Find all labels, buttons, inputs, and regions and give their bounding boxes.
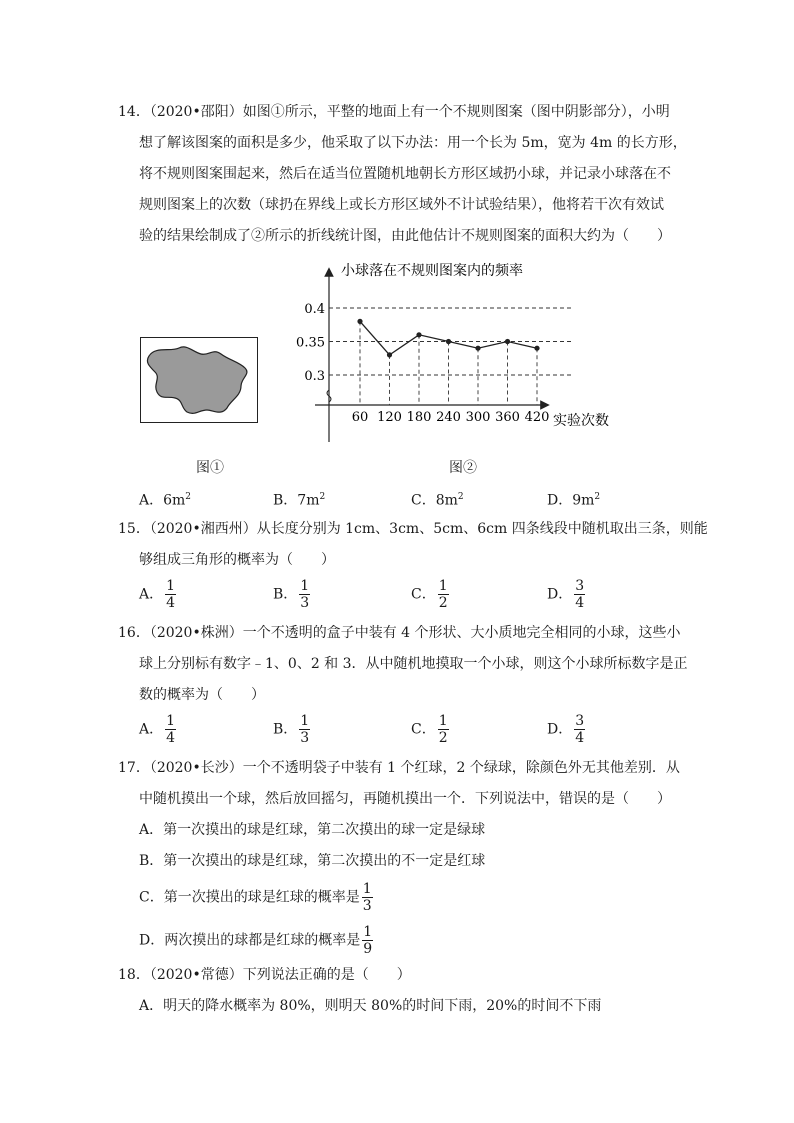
q15-option-d-label: D． [547, 586, 573, 603]
q15-d-num: 3 [575, 578, 585, 594]
q17-c-den: 3 [362, 898, 372, 914]
chart-title: 小球落在不规则图案内的频率 [341, 263, 523, 279]
irregular-shape [141, 338, 256, 421]
q14-option-c-sup: 2 [457, 492, 464, 502]
q16-a-den: 4 [166, 730, 176, 746]
q15-a-den: 4 [166, 595, 176, 611]
q16-b-num: 1 [300, 713, 310, 729]
q15-option-b[interactable] [273, 578, 310, 611]
q16-option-a[interactable] [139, 713, 176, 746]
y-tick-label-2: 0.4 [304, 302, 325, 317]
q16-line-3: 数的概率为（ ） [139, 687, 265, 703]
q14-option-d[interactable] [547, 487, 600, 511]
q16-option-d-fraction [574, 713, 585, 746]
data-point-5 [505, 339, 510, 344]
q16-option-a-label: A． [139, 721, 164, 738]
q17-line-2: 中随机摸出一个球，然后放回摇匀，再随机摸出一个．下列说法中，错误的是（ ） [139, 791, 671, 807]
x-axis-label: 实验次数 [553, 413, 609, 429]
q17-option-c-fraction [362, 881, 373, 914]
q15-line-2: 够组成三角形的概率为（ ） [139, 552, 335, 568]
q18-option-a[interactable]: A．明天的降水概率为 80%，则明天 80%的时间下雨，20%的时间不下雨 [139, 998, 602, 1014]
q16-option-b-fraction [299, 713, 310, 746]
q16-option-b-label: B． [273, 721, 298, 738]
q18-line-1: 18．（2020•常德）下列说法正确的是（ ） [118, 967, 411, 983]
q17-option-b[interactable]: B．第一次摸出的球是红球，第二次摸出的不一定是红球 [139, 853, 486, 869]
q15-b-num: 1 [300, 578, 310, 594]
figure-2-caption: 图② [449, 460, 477, 476]
q15-c-den: 2 [438, 595, 448, 611]
x-tick-label-0: 60 [351, 410, 369, 425]
frequency-line-chart [295, 250, 635, 450]
q16-option-c-label: C． [411, 721, 436, 738]
q15-line-1: 15．（2020•湘西州）从长度分别为 1cm、3cm、5cm、6cm 四条线段中随机取出三条，则能 [118, 521, 708, 537]
q14-option-c-text: C．8m [411, 492, 458, 509]
q15-option-b-fraction [299, 578, 310, 611]
q17-option-c[interactable] [139, 881, 373, 914]
q16-option-b[interactable] [273, 713, 310, 746]
q15-option-d[interactable] [547, 578, 585, 611]
q16-option-c-fraction [438, 713, 449, 746]
q16-line-2: 球上分别标有数字﹣1、0、2 和 3．从中随机地摸取一个小球，则这个小球所标数字是正 [139, 656, 688, 672]
q14-option-b-text: B．7m [273, 492, 320, 509]
q15-c-num: 1 [438, 578, 448, 594]
x-tick-label-2: 180 [406, 410, 432, 425]
y-tick-label-1: 0.35 [296, 335, 325, 351]
data-point-0 [357, 319, 362, 324]
q15-a-num: 1 [166, 578, 176, 594]
x-tick-label-3: 240 [436, 410, 461, 425]
figure-1-rectangle [140, 337, 258, 423]
q17-option-d[interactable] [139, 924, 373, 957]
q16-d-den: 4 [575, 730, 585, 746]
q16-option-d[interactable] [547, 713, 585, 746]
figure-1-caption: 图① [196, 460, 224, 476]
q17-line-1: 17．（2020•长沙）一个不透明袋子中装有 1 个红球，2 个绿球，除颜色外无其他差别．从 [118, 760, 680, 776]
x-tick-label-1: 120 [377, 410, 402, 425]
q15-option-c[interactable] [411, 578, 449, 611]
q16-c-den: 2 [438, 730, 448, 746]
q14-line-4: 规则图案上的次数（球扔在界线上或长方形区域外不计试验结果），他将若干次有效试 [139, 197, 664, 213]
q17-c-num: 1 [362, 881, 372, 897]
q16-a-num: 1 [166, 713, 176, 729]
q16-d-num: 3 [575, 713, 585, 729]
q14-option-a-sup: 2 [185, 492, 192, 502]
q14-line-2: 想了解该图案的面积是多少，他采取了以下办法：用一个长为 5m，宽为 4m 的长方形， [139, 135, 687, 151]
q15-option-c-label: C． [411, 586, 436, 603]
q17-option-d-fraction [362, 924, 373, 957]
x-tick-label-5: 360 [495, 410, 520, 425]
q14-option-d-sup: 2 [594, 492, 601, 502]
q16-option-d-label: D． [547, 721, 573, 738]
q17-option-d-label: D．两次摸出的球都是红球的概率是 [139, 932, 361, 949]
q14-option-c[interactable] [411, 487, 464, 511]
q15-d-den: 4 [575, 595, 585, 611]
data-point-6 [534, 346, 539, 351]
q15-option-a-fraction [165, 578, 176, 611]
q16-c-num: 1 [438, 713, 448, 729]
q14-line-1: 14．（2020•邵阳）如图①所示，平整的地面上有一个不规则图案（图中阴影部分），小明 [118, 104, 670, 120]
y-tick-label-0: 0.3 [304, 369, 325, 384]
q17-d-den: 9 [363, 941, 373, 957]
data-point-2 [416, 332, 421, 337]
q15-option-c-fraction [438, 578, 449, 611]
q14-option-b-sup: 2 [319, 492, 326, 502]
q16-b-den: 3 [300, 730, 310, 746]
q17-option-c-label: C．第一次摸出的球是红球的概率是 [139, 889, 360, 906]
q16-option-a-fraction [165, 713, 176, 746]
data-point-1 [387, 352, 392, 357]
q14-option-a[interactable] [139, 487, 191, 511]
x-tick-label-4: 300 [465, 410, 491, 425]
q15-b-den: 3 [300, 595, 310, 611]
q17-option-a[interactable]: A．第一次摸出的球是红球，第二次摸出的球一定是绿球 [139, 822, 486, 838]
q16-line-1: 16．（2020•株洲）一个不透明的盒子中装有 4 个形状、大小质地完全相同的小球，这些小 [118, 625, 681, 641]
q15-option-a-label: A． [139, 586, 164, 603]
q15-option-a[interactable] [139, 578, 176, 611]
q14-option-a-text: A．6m [139, 492, 186, 509]
q15-option-d-fraction [574, 578, 585, 611]
data-point-4 [475, 346, 480, 351]
x-tick-label-6: 420 [524, 410, 550, 425]
q17-d-num: 1 [363, 924, 373, 940]
q15-option-b-label: B． [273, 586, 298, 603]
q14-option-b[interactable] [273, 487, 325, 511]
data-point-3 [446, 339, 451, 344]
q14-line-5: 验的结果绘制成了②所示的折线统计图，由此他估计不规则图案的面积大约为（ ） [139, 228, 671, 244]
q16-option-c[interactable] [411, 713, 449, 746]
q14-option-d-text: D．9m [547, 492, 595, 509]
q14-line-3: 将不规则图案围起来，然后在适当位置随机地朝长方形区域扔小球，并记录小球落在不 [139, 166, 671, 182]
